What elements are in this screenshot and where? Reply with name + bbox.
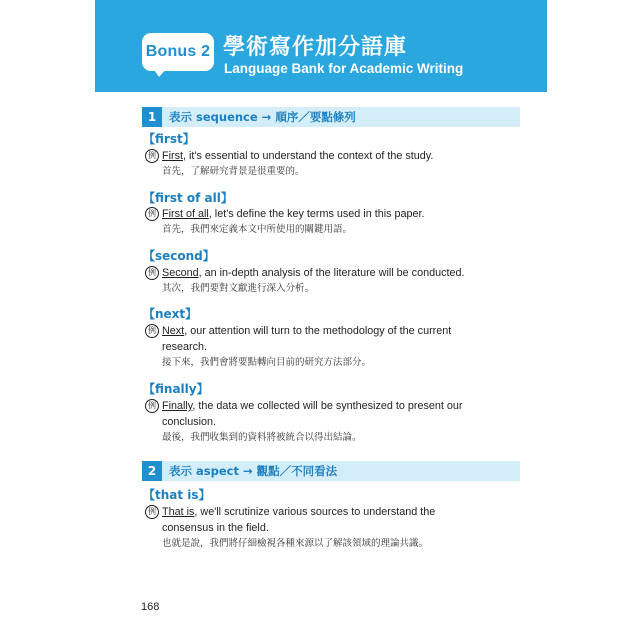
example-icon: 例 (145, 324, 159, 338)
example-en-text: , an in-depth analysis of the literature will be conducted. (198, 267, 465, 279)
example-en (145, 148, 475, 164)
example-en-text: , our attention will turn to the methodology of the current research. (162, 325, 452, 353)
example-zh: 首先，我們來定義本文中所使用的關鍵用語。 (162, 224, 353, 235)
term-next: 【next】 (143, 307, 198, 321)
badge-tail (153, 68, 167, 77)
term-first-of-all: 【first of all】 (143, 191, 233, 205)
book-page (95, 0, 547, 640)
page-title-en: Language Bank for Academic Writing (224, 61, 464, 76)
term-underline: Next (162, 325, 185, 337)
example-zh: 其次，我們要對文獻進行深入分析。 (162, 283, 315, 294)
example-zh: 接下來，我們會將要點轉向目前的研究方法部分。 (162, 357, 372, 368)
example-second (145, 265, 475, 297)
example-icon: 例 (145, 266, 159, 280)
example-icon: 例 (145, 149, 159, 163)
term-that-is: 【that is】 (143, 488, 211, 502)
example-en-text: , let's define the key terms used in this paper. (208, 208, 425, 220)
example-en (145, 398, 475, 430)
term-first: 【first】 (143, 132, 195, 146)
example-en (145, 504, 475, 536)
example-zh: 也就是說，我們將仔細檢視各種來源以了解該領域的理論共識。 (162, 538, 429, 549)
example-next (145, 323, 475, 371)
term-underline: First (162, 150, 183, 162)
example-en (145, 265, 475, 281)
section-header-aspect (142, 461, 520, 481)
term-underline: First of all (162, 208, 209, 220)
example-icon: 例 (145, 207, 159, 221)
example-en-text: , we'll scrutinize various sources to understand the consensus in the field. (162, 506, 436, 534)
page-title-zh: 學術寫作加分語庫 (223, 35, 408, 60)
term-underline: Finally (162, 400, 193, 412)
example-icon: 例 (145, 399, 159, 413)
term-underline: That is (162, 506, 195, 518)
example-en-text: , the data we collected will be synthesized to present our conclusion. (162, 400, 463, 428)
example-zh: 最後，我們收集到的資料將被統合以得出結論。 (162, 432, 362, 443)
section-title: 表示 aspect → 觀點／不同看法 (169, 464, 338, 478)
example-en-text: , it's essential to understand the context of the study. (183, 150, 434, 162)
section-header-sequence (142, 107, 520, 127)
header-banner (95, 0, 547, 92)
bonus-badge: Bonus 2 (142, 33, 214, 71)
section-number: 1 (142, 107, 162, 127)
page-number: 168 (141, 601, 160, 613)
example-en (145, 323, 475, 355)
term-underline: Second (162, 267, 199, 279)
example-first-of-all (145, 206, 475, 238)
example-finally (145, 398, 475, 446)
example-en (145, 206, 475, 222)
term-second: 【second】 (143, 249, 215, 263)
section-title: 表示 sequence → 順序／要點條列 (169, 110, 356, 124)
example-first (145, 148, 475, 180)
example-that-is (145, 504, 475, 552)
term-finally: 【finally】 (143, 382, 209, 396)
example-zh: 首先，了解研究背景是很重要的。 (162, 166, 305, 177)
section-number: 2 (142, 461, 162, 481)
example-icon: 例 (145, 505, 159, 519)
